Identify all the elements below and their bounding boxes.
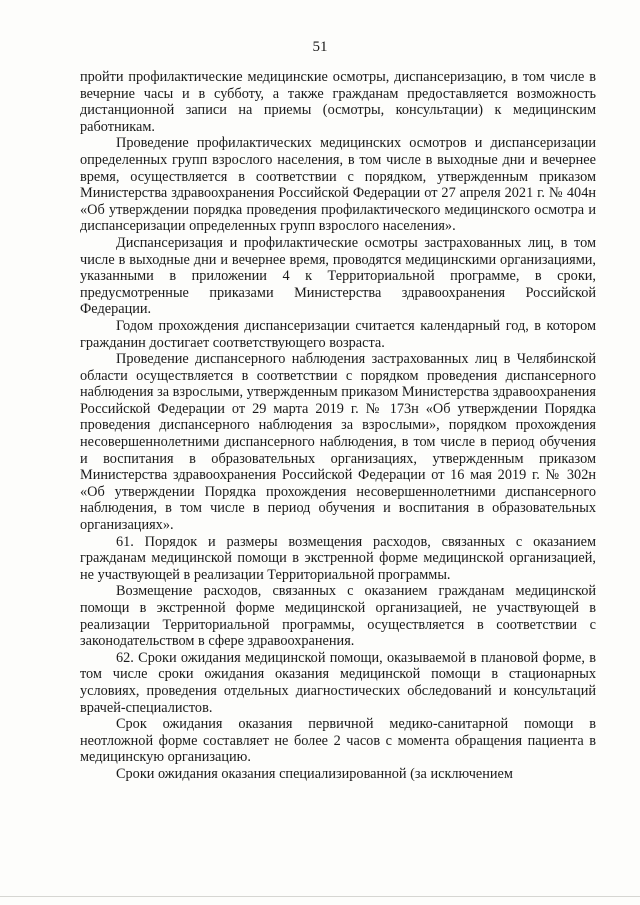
- document-body: [80, 69, 596, 783]
- paragraph-insured-dispensary: Диспансеризация и профилактические осмотры застрахованных лиц, в том числе в выходные дни и вечернее время, проводятся медицинскими организациями, указанными в приложении 4 к Территориальной программе, в сроки, предусмотренные приказами Министерства здравоохранения Российской Федерации.: [80, 234, 596, 318]
- scan-edge-line: [0, 896, 640, 897]
- paragraph-preventive-exams: Проведение профилактических медицинских осмотров и диспансеризации определенных групп взрослого населения, в том числе в выходные дни и вечернее время, осуществляется в соответствии с порядком, утвержденным приказом Министерства здравоохранения Российской Федерации от 27 апреля 2021 г. № 404н «Об утверждении порядка проведения профилактического медицинского осмотра и диспансеризации определенных групп взрослого населения».: [80, 135, 596, 235]
- paragraph-calendar-year: Годом прохождения диспансеризации считается календарный год, в котором гражданин достигает соответствующего возраста.: [80, 317, 596, 351]
- paragraph-specialized-care-wait: Сроки ожидания оказания специализированной (за исключением: [116, 765, 513, 782]
- paragraph-expense-reimbursement: Возмещение расходов, связанных с оказанием гражданам медицинской помощи в экстренной форме медицинской организацией, не участвующей в реализации Территориальной программы, осуществляется в соответствии с законодательством в сфере здравоохранения.: [80, 583, 596, 650]
- paragraph-urgent-care-wait: Срок ожидания оказания первичной медико-санитарной помощи в неотложной форме составляет не более 2 часов с момента обращения пациента в медицинскую организацию.: [80, 716, 596, 766]
- section-61-heading: 61. Порядок и размеры возмещения расходов, связанных с оказанием гражданам медицинской помощи в экстренной форме медицинской организацией, не участвующей в реализации Территориальной программы.: [80, 533, 596, 583]
- paragraph-dispensary-observation: Проведение диспансерного наблюдения застрахованных лиц в Челябинской области осуществляется в соответствии с порядком проведения диспансерного наблюдения за взрослыми, утвержденным приказом Министерства здравоохранения Российской Федерации от 29 марта 2019 г. № 173н «Об утверждении Порядка проведения диспансерного наблюдения за взрослыми», порядком прохождения несовершеннолетними диспансерного наблюдения, в том числе в период обучения и воспитания в образовательных организациях, утвержденным приказом Министерства здравоохранения Российской Федерации от 16 мая 2019 г. № 302н «Об утверждении Порядка прохождения несовершеннолетними диспансерного наблюдения, в том числе в период обучения и воспитания в образовательных организациях».: [80, 351, 596, 534]
- page-number: 51: [312, 39, 328, 55]
- paragraph-continuation: пройти профилактические медицинские осмотры, диспансеризацию, в том числе в вечерние часы и в субботу, а также гражданам предоставляется возможность дистанционной записи на приемы (осмотры, консультации) к медицинским работникам.: [80, 69, 596, 135]
- section-62-heading: 62. Сроки ожидания медицинской помощи, оказываемой в плановой форме, в том числе сроки ожидания оказания медицинской помощи в стационарных условиях, проведения отдельных диагностических обследований и консультаций врачей-специалистов.: [80, 649, 596, 716]
